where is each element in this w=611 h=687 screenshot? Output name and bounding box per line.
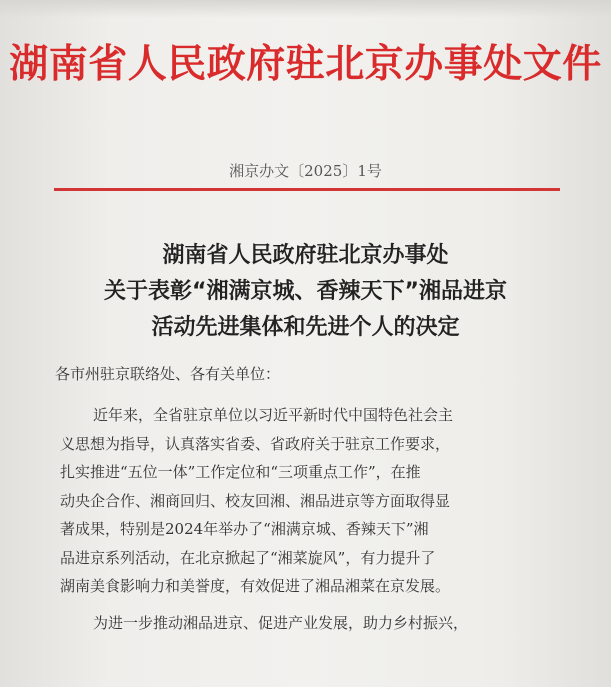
paragraph-line: 动央企合作、湘商回归、校友回湘、湘品进京等方面取得显 [60,491,451,510]
paragraph-line: 著成果，特别是2024年举办了“湘满京城、香辣天下”湘 [60,520,429,538]
paragraph-line: 扎实推进“五位一体”工作定位和“三项重点工作”，在推 [60,463,421,481]
page-shadow [0,0,611,18]
decision-title [0,238,611,346]
paragraph-line: 为进一步推动湘品进京、促进产业发展，助力乡村振兴， [93,613,469,632]
document-number: 湘京办文〔2025〕1号 [229,162,382,180]
decision-title-line-2: 关于表彰“湘满京城、香辣天下”湘品进京 [104,279,507,304]
paragraph-line: 品进京系列活动，在北京掀起了“湘菜旋风”，有力提升了 [60,548,436,567]
salutation: 各市州驻京联络处、各有关单位： [55,365,281,383]
paragraph-line: 湖南美食影响力和美誉度，有效促进了湘品湘菜在京发展。 [60,577,451,595]
decision-title-line-3: 活动先进集体和先进个人的决定 [151,315,460,340]
decision-title-line-1: 湖南省人民政府驻北京办事处 [162,243,449,268]
document-body [60,401,574,637]
red-divider-line [54,188,560,191]
paragraph-line: 近年来，全省驻京单位以习近平新时代中国特色社会主 [93,406,454,424]
paragraph-line: 义思想为指导，认真落实省委、省政府关于驻京工作要求， [60,434,451,453]
paragraph-2 [60,609,574,638]
paragraph-1 [60,401,574,601]
document-header-title: 湖南省人民政府驻北京办事处文件 [9,41,602,87]
